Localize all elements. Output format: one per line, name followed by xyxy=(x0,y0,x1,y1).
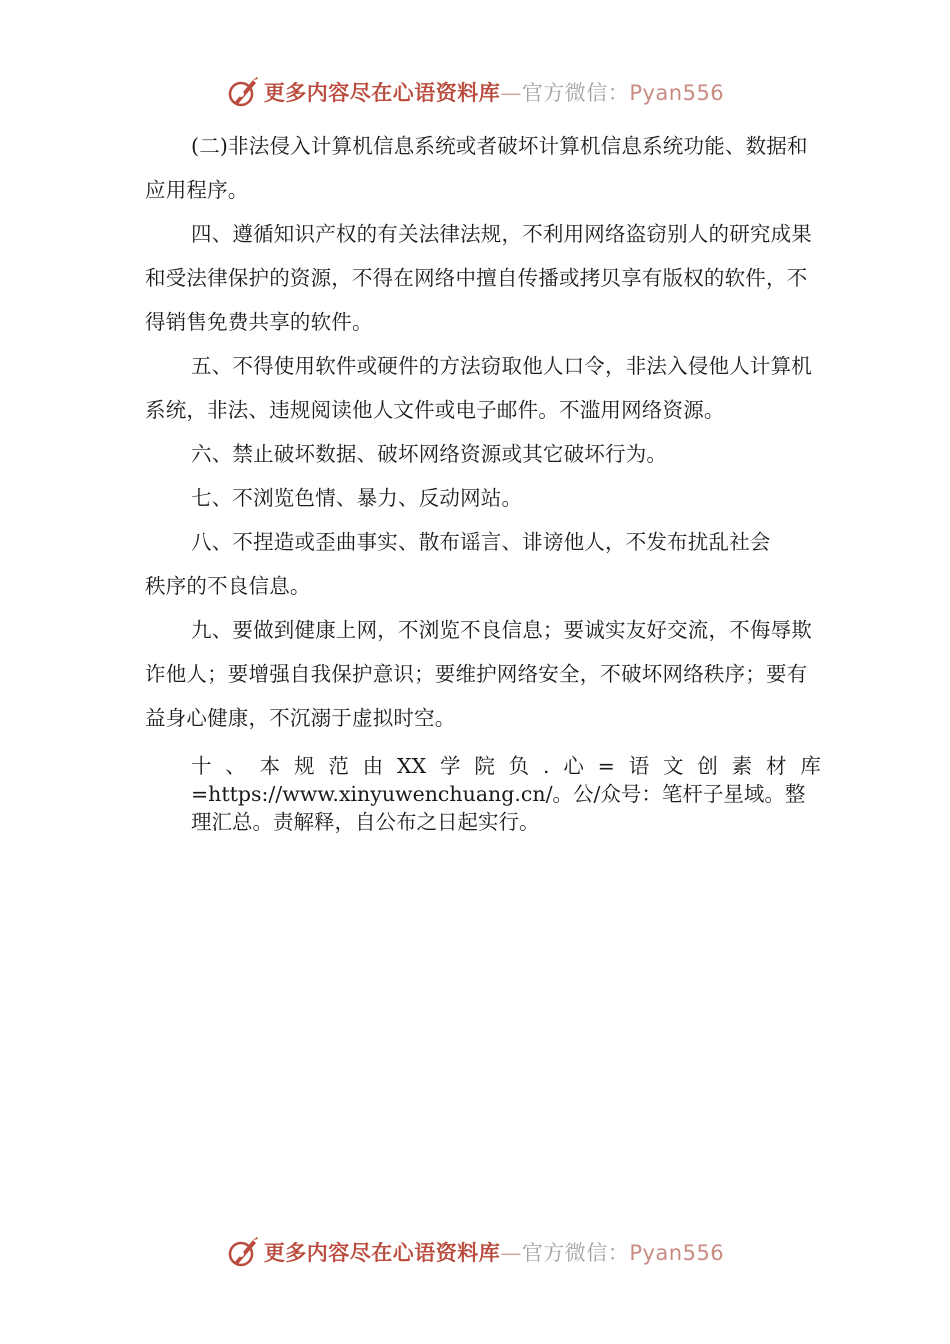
item10-char: 库 xyxy=(800,754,821,778)
footer-banner xyxy=(0,1232,950,1272)
item10-char: 、 xyxy=(225,754,246,778)
quill-logo-icon xyxy=(226,75,260,109)
footer-banner-title: 更多内容尽在心语资料库 xyxy=(263,1240,501,1265)
item10-char: XX xyxy=(396,754,427,778)
item10-char: 素 xyxy=(731,754,753,778)
item10-char: 规 xyxy=(293,754,315,778)
header-banner-text xyxy=(264,77,724,107)
item10-char: 由 xyxy=(362,754,384,778)
paragraph-item-10 xyxy=(191,752,821,836)
footer-banner-dash: — xyxy=(500,1241,522,1265)
footer-banner-text xyxy=(264,1237,724,1267)
item10-char: 语 xyxy=(628,754,650,778)
paragraph-item-8-line2: 秩序的不良信息。 xyxy=(145,574,311,598)
item10-char: 学 xyxy=(440,754,461,778)
paragraph-item-2: (二)非法侵入计算机信息系统或者破坏计算机信息系统功能、数据和应用程序。 xyxy=(145,134,808,202)
paragraph-item-10-row1 xyxy=(191,752,821,780)
paragraph-item-8-line1: 八、不捏造或歪曲事实、散布谣言、诽谤他人，不发布扰乱社会 xyxy=(191,530,771,554)
paragraph-item-6: 六、禁止破坏数据、破坏网络资源或其它破坏行为。 xyxy=(191,442,668,466)
item10-char: 院 xyxy=(474,754,495,778)
header-banner xyxy=(0,72,950,112)
item10-char: = xyxy=(597,754,615,778)
item10-char: 创 xyxy=(697,754,718,778)
header-banner-id: Pyan556 xyxy=(629,81,725,105)
document-body xyxy=(145,124,821,836)
header-banner-dash: — xyxy=(500,81,522,105)
header-banner-title: 更多内容尽在心语资料库 xyxy=(263,80,501,105)
quill-logo-icon xyxy=(226,1235,260,1269)
header-banner-label: 官方微信： xyxy=(521,81,630,105)
item10-char: 材 xyxy=(766,754,787,778)
item10-char: 心 xyxy=(563,754,584,778)
paragraph-item-10-row3: 理汇总。责解释，自公布之日起实行。 xyxy=(191,810,540,834)
paragraph-item-9: 九、要做到健康上网，不浏览不良信息；要诚实友好交流，不侮辱欺诈他人；要增强自我保护意识；要维护网络安全，不破坏网络秩序；要有益身心健康，不沉溺于虚拟时空。 xyxy=(145,618,812,730)
item10-char: 文 xyxy=(663,754,684,778)
item10-char: 负 xyxy=(508,754,530,778)
item10-char: 十 xyxy=(191,754,212,778)
paragraph-item-7: 七、不浏览色情、暴力、反动网站。 xyxy=(191,486,523,510)
footer-banner-label: 官方微信： xyxy=(521,1241,630,1265)
paragraph-item-10-row2: =https://www.xinyuwenchuang.cn/。公/众号：笔杆子星域。整 xyxy=(191,782,806,806)
paragraph-item-5: 五、不得使用软件或硬件的方法窃取他人口令，非法入侵他人计算机系统，非法、违规阅读他人文件或电子邮件。不滥用网络资源。 xyxy=(145,354,812,422)
paragraph-item-4: 四、遵循知识产权的有关法律法规，不利用网络盗窃别人的研究成果和受法律保护的资源，不得在网络中擅自传播或拷贝享有版权的软件，不得销售免费共享的软件。 xyxy=(145,222,812,334)
item10-char: 本 xyxy=(259,754,281,778)
item10-char: . xyxy=(542,754,550,778)
item10-char: 范 xyxy=(328,754,349,778)
footer-banner-id: Pyan556 xyxy=(629,1241,725,1265)
